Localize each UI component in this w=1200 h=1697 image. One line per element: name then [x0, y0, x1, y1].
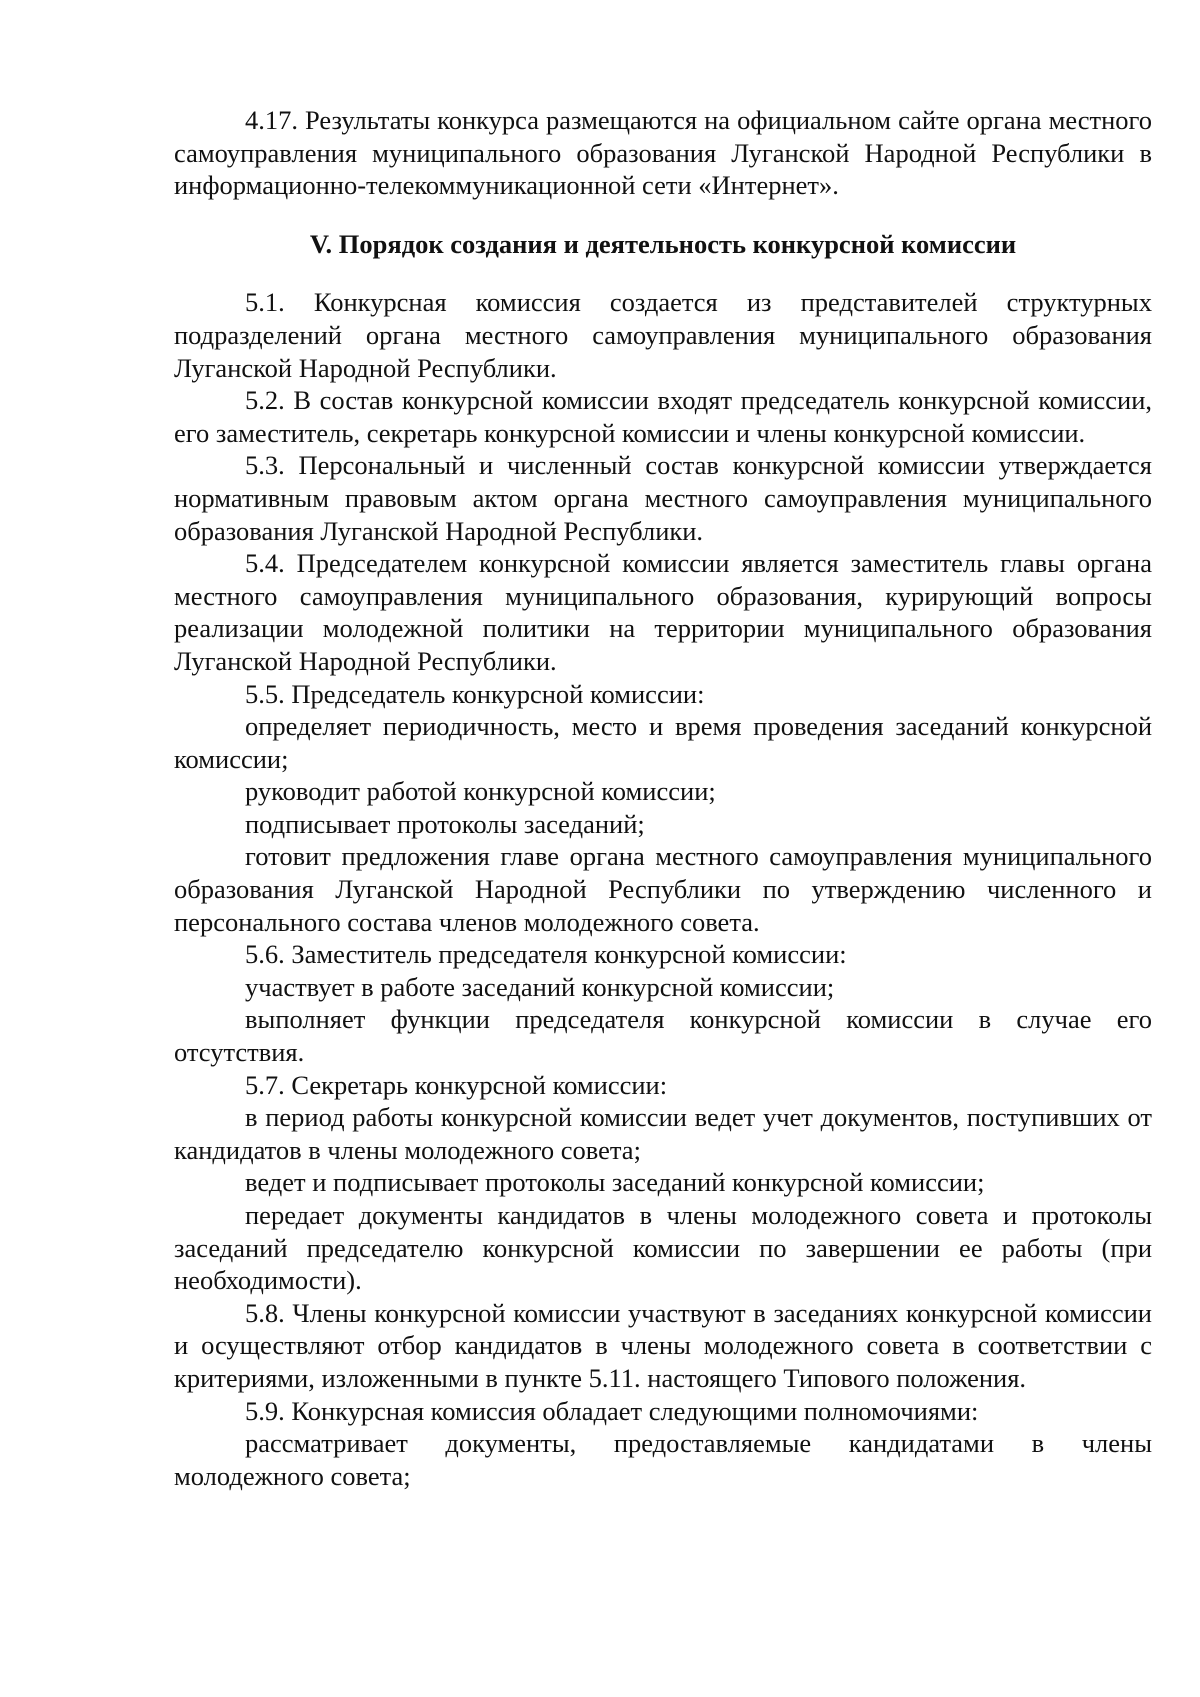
paragraph-5-9: 5.9. Конкурсная комиссия обладает следующими полномочиями: — [245, 1395, 979, 1426]
list-item: участвует в работе заседаний конкурсной комиссии; — [245, 971, 835, 1002]
section-heading: V. Порядок создания и деятельность конкурсной комиссии — [309, 228, 1017, 259]
paragraph-4-17: 4.17. Результаты конкурса размещаются на официальном сайте органа местного самоуправления муниципального образования Луганской Народной Республики в информационно-телекоммуникационной сети «Интернет». — [174, 105, 1152, 201]
paragraph-5-3: 5.3. Персональный и численный состав конкурсной комиссии утверждается нормативным правовым актом органа местного самоуправления муниципального образования Луганской Народной Республики. — [174, 450, 1152, 546]
paragraph-5-6: 5.6. Заместитель председателя конкурсной комиссии: — [245, 939, 847, 970]
paragraph-5-1: 5.1. Конкурсная комиссия создается из представителей структурных подразделений органа местного самоуправления муниципального образования Луганской Народной Республики. — [174, 287, 1152, 383]
paragraph-5-7: 5.7. Секретарь конкурсной комиссии: — [245, 1069, 668, 1100]
list-item: выполняет функции председателя конкурсной комиссии в случае его отсутствия. — [174, 1004, 1152, 1068]
list-item: подписывает протоколы заседаний; — [245, 808, 645, 839]
list-item: определяет периодичность, место и время проведения заседаний конкурсной комиссии; — [174, 711, 1152, 774]
list-item: передает документы кандидатов в члены молодежного совета и протоколы заседаний председателю конкурсной комиссии по завершении ее работы (при необходимости). — [174, 1200, 1152, 1296]
paragraph-5-5: 5.5. Председатель конкурсной комиссии: — [245, 678, 705, 709]
list-item: рассматривает документы, предоставляемые кандидатами в члены молодежного совета; — [174, 1428, 1152, 1491]
paragraph-5-2: 5.2. В состав конкурсной комиссии входят председатель конкурсной комиссии, его заместитель, секретарь конкурсной комиссии и члены конкурсной комиссии. — [174, 385, 1152, 448]
paragraph-5-4: 5.4. Председателем конкурсной комиссии является заместитель главы органа местного самоуправления муниципального образования, курирующий вопросы реализации молодежной политики на территории муниципального образования Луганской Народной Республики. — [174, 548, 1152, 676]
list-item: в период работы конкурсной комиссии ведет учет документов, поступивших от кандидатов в члены молодежного совета; — [174, 1102, 1152, 1165]
list-item: ведет и подписывает протоколы заседаний конкурсной комиссии; — [245, 1167, 985, 1198]
list-item: готовит предложения главе органа местного самоуправления муниципального образования Луганской Народной Республики по утверждению численного и персонального состава членов молодежного совета. — [174, 841, 1152, 937]
document-page — [174, 104, 1152, 1492]
paragraph-5-8: 5.8. Члены конкурсной комиссии участвуют в заседаниях конкурсной комиссии и осуществляют отбор кандидатов в члены молодежного совета в соответствии с критериями, изложенными в пункте 5.11. настоящего Типового положения. — [174, 1297, 1152, 1393]
list-item: руководит работой конкурсной комиссии; — [245, 776, 716, 807]
